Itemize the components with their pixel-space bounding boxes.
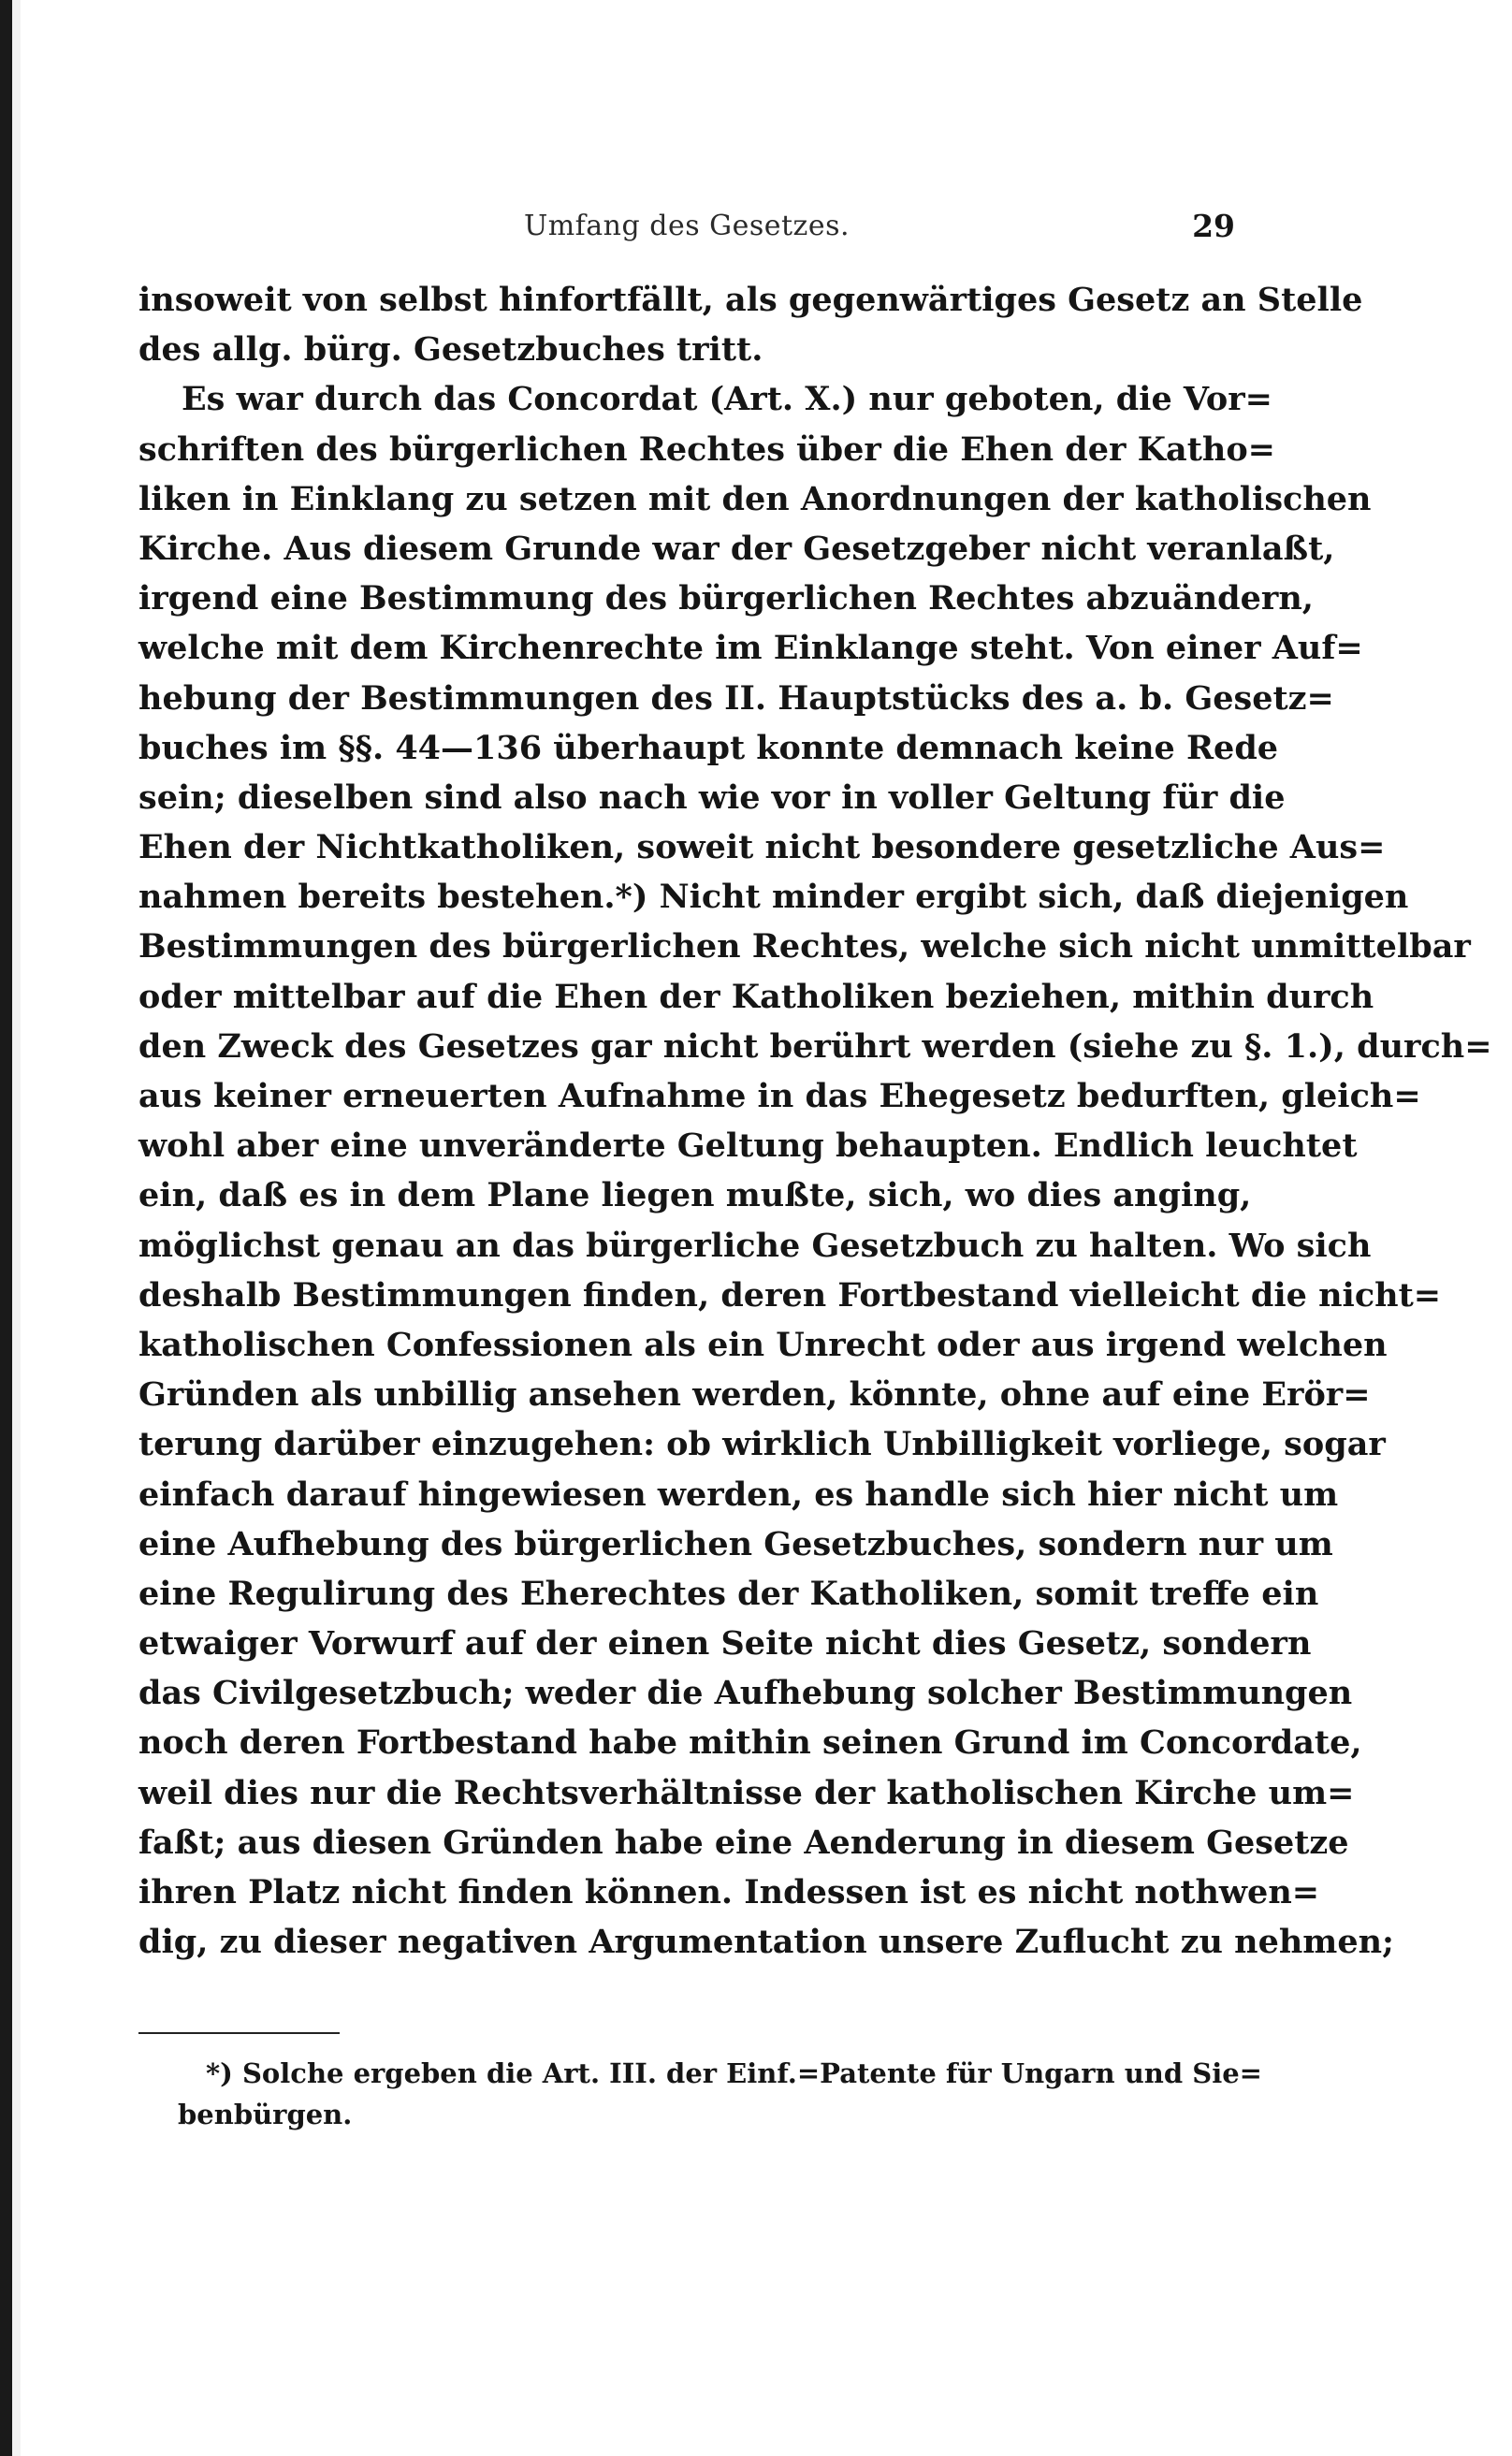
text-line: Kirche. Aus diesem Grunde war der Gesetzgeber nicht veranlaßt, [138,529,1335,568]
text-line: eine Regulirung des Eherechtes der Katholiken, somit treffe ein [138,1574,1319,1613]
text-line: liken in Einklang zu setzen mit den Anordnungen der katholischen [138,479,1372,518]
text-line: insoweit von selbst hinfortfällt, als gegenwärtiges Gesetz an Stelle [138,281,1363,319]
text-line: ihren Platz nicht finden können. Indessen ist es nicht nothwen= [138,1873,1320,1911]
text-line: noch deren Fortbestand habe mithin seinen Grund im Concordate, [138,1723,1362,1763]
text-line: dig, zu dieser negativen Argumentation unsere Zuflucht zu nehmen; [138,1923,1394,1962]
text-line: terung darüber einzugehen: ob wirklich Unbilligkeit vorliege, sogar [138,1425,1386,1464]
text-line: hebung der Bestimmungen des II. Hauptstücks des a. b. Gesetz= [138,678,1334,718]
text-line: irgend eine Bestimmung des bürgerlichen Rechtes abzuändern, [138,579,1314,618]
running-title: Umfang des Gesetzes. [523,210,850,242]
text-line: einfach darauf hingewiesen werden, es handle sich hier nicht um [138,1475,1339,1514]
running-head [138,208,1235,254]
text-line: Es war durch das Concordat (Art. X.) nur geboten, die Vor= [182,380,1272,419]
text-line: des allg. bürg. Gesetzbuches tritt. [138,330,763,370]
text-line: eine Aufhebung des bürgerlichen Gesetzbuches, sondern nur um [138,1524,1333,1563]
text-line: ein, daß es in dem Plane liegen mußte, sich, wo dies anging, [138,1176,1252,1215]
body-text [138,275,1492,1967]
text-line: Gründen als unbillig ansehen werden, könnte, ohne auf eine Erör= [138,1375,1371,1415]
text-line: katholischen Confessionen als ein Unrecht oder aus irgend welchen [138,1325,1388,1364]
text-line: den Zweck des Gesetzes gar nicht berührt werden (siehe zu §. 1.), durch= [138,1026,1492,1066]
text-line: etwaiger Vorwurf auf der einen Seite nicht dies Gesetz, sondern [138,1624,1312,1664]
book-gutter [12,0,21,2456]
text-line: nahmen bereits bestehen.*) Nicht minder ergibt sich, daß diejenigen [138,878,1409,917]
text-line: faßt; aus diesen Gründen habe eine Aenderung in diesem Gesetze [138,1823,1349,1862]
footnote-line: benbürgen. [178,2099,353,2131]
text-line: Ehen der Nichtkatholiken, soweit nicht besondere gesetzliche Aus= [138,828,1386,867]
text-line: Bestimmungen des bürgerlichen Rechtes, welche sich nicht unmittelbar [138,927,1471,966]
text-line: aus keiner erneuerten Aufnahme in das Ehegesetz bedurften, gleich= [138,1077,1421,1115]
text-line: deshalb Bestimmungen finden, deren Fortbestand vielleicht die nicht= [138,1275,1442,1315]
text-line: das Civilgesetzbuch; weder die Aufhebung solcher Bestimmungen [138,1674,1353,1713]
text-line: oder mittelbar auf die Ehen der Katholiken beziehen, mithin durch [138,977,1374,1016]
book-spine-shadow [0,0,12,2456]
footnote-rule [138,2032,340,2034]
text-line: sein; dieselben sind also nach wie vor in voller Geltung für die [138,777,1286,817]
page-number: 29 [1192,208,1235,244]
text-line: buches im §§. 44—136 überhaupt konnte demnach keine Rede [138,728,1279,767]
text-line: welche mit dem Kirchenrechte im Einklange steht. Von einer Auf= [138,629,1363,668]
text-line: möglichst genau an das bürgerliche Gesetzbuch zu halten. Wo sich [138,1226,1372,1265]
text-line: wohl aber eine unveränderte Geltung behaupten. Endlich leuchtet [138,1126,1358,1166]
footnote-line: *) Solche ergeben die Art. III. der Einf.=Patente für Ungarn und Sie= [206,2057,1262,2090]
book-page [138,208,1492,2135]
text-line: schriften des bürgerlichen Rechtes über die Ehen der Katho= [138,429,1275,469]
text-line: weil dies nur die Rechtsverhältnisse der katholischen Kirche um= [138,1773,1355,1812]
footnotes [138,2053,1262,2135]
